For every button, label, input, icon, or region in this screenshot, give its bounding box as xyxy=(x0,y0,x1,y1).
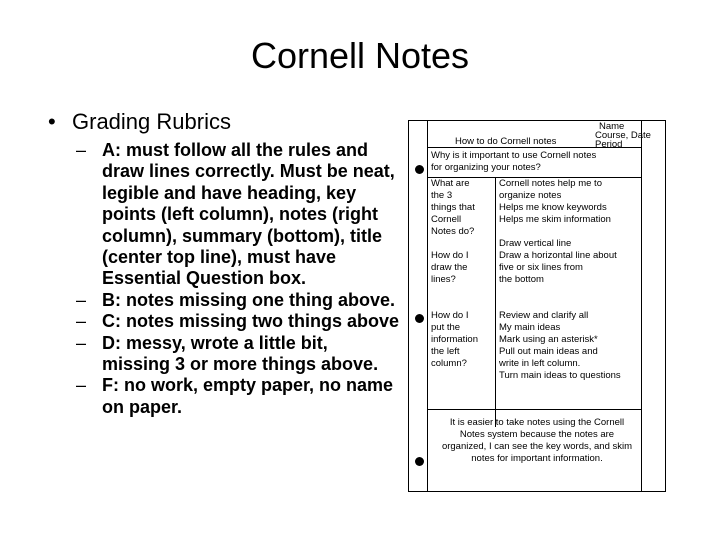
cue-text: column? xyxy=(431,358,467,369)
note-text: Review and clarify all xyxy=(499,310,589,321)
note-text: Pull out main ideas and xyxy=(499,346,598,357)
rubric-item: – B: notes missing one thing above. xyxy=(76,290,400,311)
cue-block xyxy=(431,178,475,238)
punch-hole-icon xyxy=(415,165,424,174)
notes-block xyxy=(499,178,611,226)
note-text: five or six lines from xyxy=(499,262,583,273)
essential-question-line-2: for organizing your notes? xyxy=(431,162,541,173)
rubric-item: – A: must follow all the rules and draw lines correctly. Must be neat, legible and have heading, key points (left column), notes (right column), summary (bottom), title (center top line), must have Essential Question box. xyxy=(76,140,400,290)
note-text: Turn main ideas to questions xyxy=(499,370,621,381)
right-margin-line xyxy=(641,121,642,491)
note-text: Cornell notes help me to xyxy=(499,178,602,189)
cue-text: the 3 xyxy=(431,190,453,201)
cue-block xyxy=(431,310,478,370)
note-text: the bottom xyxy=(499,274,544,285)
punch-hole-icon xyxy=(415,457,424,466)
note-text: organize notes xyxy=(499,190,562,201)
summary-line xyxy=(427,409,641,410)
note-text: Helps me know keywords xyxy=(499,202,607,213)
heading-period: Period xyxy=(595,139,623,150)
notes-block xyxy=(499,238,617,286)
note-text: Draw a horizontal line about xyxy=(499,250,617,261)
cue-text: How do I xyxy=(431,310,469,321)
heading-course-date: Course, Date xyxy=(595,130,651,141)
cue-block xyxy=(431,250,469,286)
cornell-notes-sheet xyxy=(408,120,666,492)
cue-text: Cornell xyxy=(431,214,462,225)
note-text: Helps me skim information xyxy=(499,214,611,225)
rubric-list xyxy=(48,140,400,418)
note-text: Draw vertical line xyxy=(499,238,572,249)
section-heading: • Grading Rubrics xyxy=(48,108,400,136)
cue-text: What are xyxy=(431,178,470,189)
punch-hole-icon xyxy=(415,314,424,323)
note-text: Mark using an asterisk* xyxy=(499,334,598,345)
slide-title: Cornell Notes xyxy=(250,35,470,76)
essential-question-line-1: Why is it important to use Cornell notes xyxy=(431,150,597,161)
heading-name: Name xyxy=(599,121,625,132)
cue-text: lines? xyxy=(431,274,456,285)
summary-text: It is easier to take notes using the Cornell Notes system because the notes are organized, I can see the key words, and skim notes for important information. xyxy=(441,417,633,464)
notes-block xyxy=(499,310,621,382)
cue-column-line xyxy=(495,177,496,427)
rubrics-panel xyxy=(48,108,400,418)
cue-text: things that xyxy=(431,202,475,213)
rubric-item: – F: no work, empty paper, no name on paper. xyxy=(76,375,400,418)
sheet-title: How to do Cornell notes xyxy=(455,136,557,147)
note-text: write in left column. xyxy=(499,358,581,369)
note-text: My main ideas xyxy=(499,322,561,333)
rubric-item: – C: notes missing two things above xyxy=(76,311,400,332)
cue-text: information xyxy=(431,334,478,345)
cue-text: put the xyxy=(431,322,461,333)
rubric-item: – D: messy, wrote a little bit, missing 3 or more things above. xyxy=(76,333,400,376)
cue-text: draw the xyxy=(431,262,468,273)
cue-text: How do I xyxy=(431,250,469,261)
cue-text: Notes do? xyxy=(431,226,475,237)
cue-text: the left xyxy=(431,346,460,357)
